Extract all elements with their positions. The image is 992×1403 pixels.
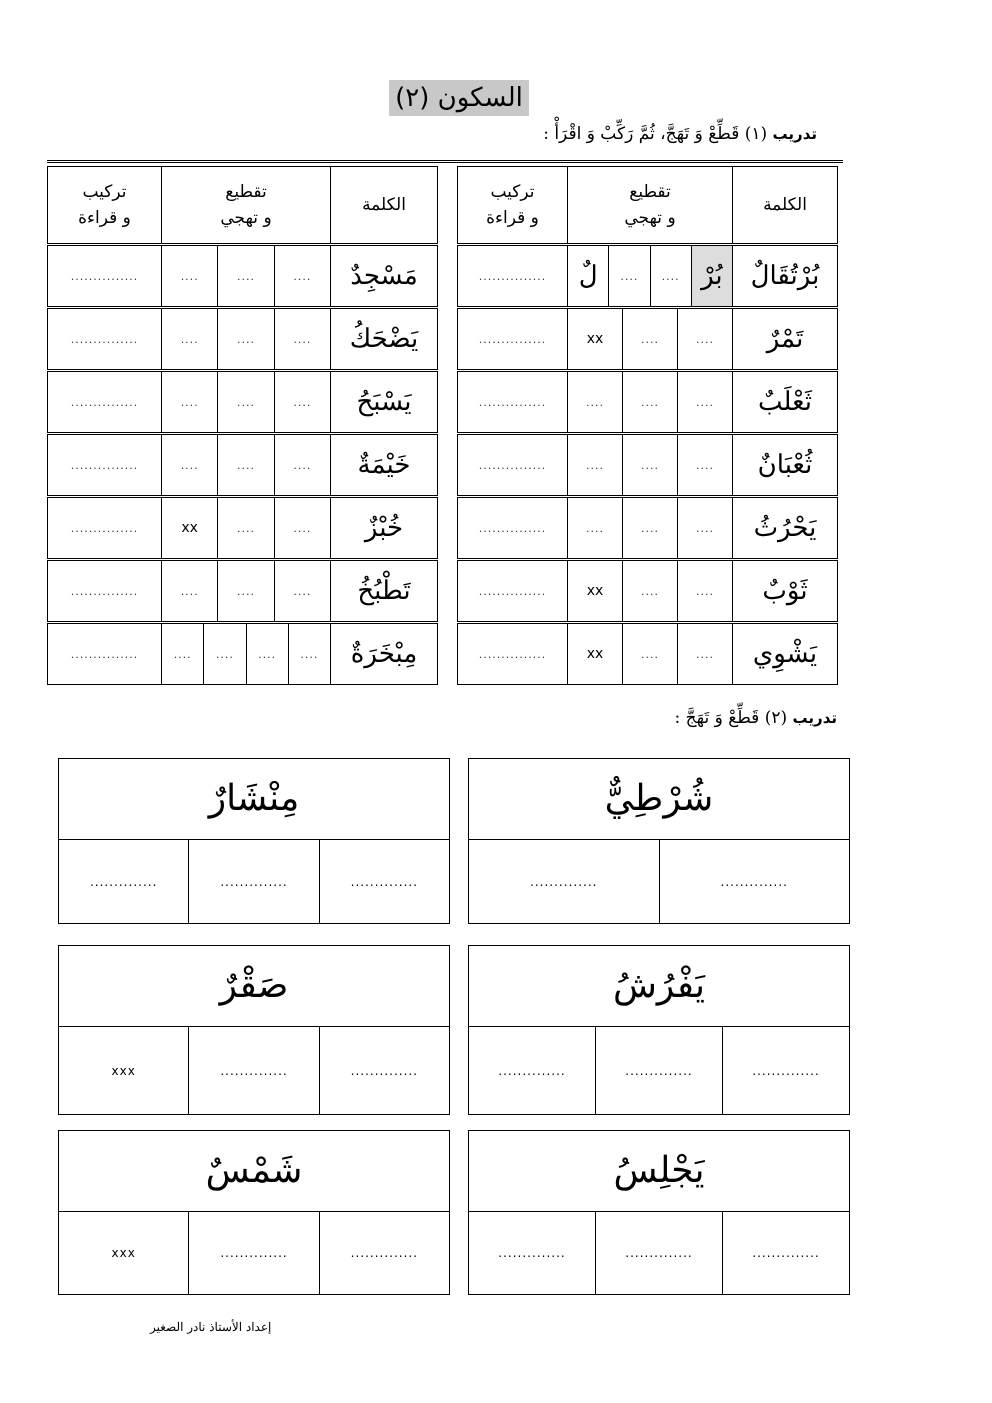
segment-cell[interactable]: .... bbox=[217, 246, 273, 306]
segment-cell[interactable]: .... bbox=[677, 372, 732, 432]
compose-cell[interactable]: ............... bbox=[48, 308, 162, 371]
compose-cell[interactable]: ............... bbox=[458, 245, 568, 308]
word-cell: تَطْبُخُ bbox=[331, 560, 438, 623]
word-box bbox=[468, 945, 850, 1115]
segment-cell[interactable]: .... bbox=[274, 498, 330, 558]
word-cell: ثُعْبَانٌ bbox=[733, 434, 838, 497]
segment-cell[interactable]: بُرْ bbox=[691, 246, 732, 306]
segment-cell[interactable]: .... bbox=[274, 435, 330, 495]
segment-cell[interactable]: .... bbox=[217, 435, 273, 495]
segment-cell[interactable]: .... bbox=[650, 246, 691, 306]
word-box bbox=[468, 1130, 850, 1295]
segment-cell[interactable]: .............. bbox=[188, 1027, 318, 1114]
word: شَمْسٌ bbox=[59, 1131, 449, 1212]
segment-cell[interactable]: xx bbox=[586, 331, 604, 347]
segment-cell[interactable]: .... bbox=[180, 332, 199, 346]
segment-cell[interactable]: .... bbox=[622, 624, 677, 684]
header-compose: تركيب و قراءة bbox=[458, 167, 568, 245]
word-cell: ثَعْلَبٌ bbox=[733, 371, 838, 434]
segment-cell[interactable]: .... bbox=[217, 498, 273, 558]
segment-cell[interactable]: .... bbox=[622, 372, 677, 432]
segment-cell[interactable]: .............. bbox=[188, 840, 318, 923]
table-row bbox=[458, 623, 838, 685]
segment-cell[interactable]: .... bbox=[586, 521, 604, 535]
segment-cell[interactable]: .............. bbox=[319, 1027, 449, 1114]
segment-cell[interactable]: .............. bbox=[319, 1212, 449, 1294]
segment-cell[interactable]: .... bbox=[217, 372, 273, 432]
word-box bbox=[468, 758, 850, 924]
table-row bbox=[48, 560, 438, 623]
compose-cell[interactable]: ............... bbox=[48, 371, 162, 434]
table-row bbox=[48, 623, 438, 685]
word-cell: يَضْحَكُ bbox=[331, 308, 438, 371]
header-word: الكلمة bbox=[733, 167, 838, 245]
segment-cell[interactable]: .............. bbox=[722, 1027, 849, 1114]
segment-cell[interactable]: xx bbox=[181, 520, 198, 536]
table-row bbox=[458, 308, 838, 371]
segment-cell[interactable]: .... bbox=[586, 395, 604, 409]
table-row bbox=[458, 245, 838, 308]
word-cell: يَسْبَحُ bbox=[331, 371, 438, 434]
word: يَفْرُشُ bbox=[469, 946, 849, 1027]
segment-cell[interactable]: xx bbox=[586, 583, 604, 599]
exercise-label: تدريب bbox=[792, 709, 837, 727]
exercise-1-instruction bbox=[543, 124, 817, 144]
word-box bbox=[58, 758, 450, 924]
segment-cell[interactable]: .............. bbox=[595, 1027, 722, 1114]
compose-cell[interactable]: ............... bbox=[458, 560, 568, 623]
segment-cell[interactable]: xxx bbox=[111, 1246, 136, 1260]
word: صَقْرٌ bbox=[59, 946, 449, 1027]
segment-cell[interactable]: .... bbox=[180, 584, 199, 598]
segment-cell[interactable]: .... bbox=[677, 498, 732, 558]
segment-cell[interactable]: .... bbox=[622, 435, 677, 495]
table-row bbox=[458, 434, 838, 497]
segment-cell[interactable]: .............. bbox=[89, 874, 158, 889]
segment-cell[interactable]: .... bbox=[622, 309, 677, 369]
page-title: السكون (٢) bbox=[389, 80, 529, 116]
word-cell: ثَوْبٌ bbox=[733, 560, 838, 623]
segment-cell[interactable]: .............. bbox=[659, 840, 850, 923]
exercise-text: (٢) قَطِّعْ وَ تَهَجَّ : bbox=[674, 708, 788, 728]
segment-cell[interactable]: .... bbox=[274, 372, 330, 432]
compose-cell[interactable]: ............... bbox=[458, 308, 568, 371]
segment-cell[interactable]: .... bbox=[173, 647, 192, 661]
word-cell: يَشْوِي bbox=[733, 623, 838, 685]
compose-cell[interactable]: ............... bbox=[48, 434, 162, 497]
header-word: الكلمة bbox=[331, 167, 438, 245]
word-box bbox=[58, 1130, 450, 1295]
segment-cell[interactable]: .... bbox=[622, 561, 677, 621]
table-row bbox=[458, 497, 838, 560]
word-cell: تَمْرٌ bbox=[733, 308, 838, 371]
segment-cell[interactable]: .............. bbox=[498, 1063, 566, 1078]
segment-cell[interactable]: .... bbox=[677, 435, 732, 495]
word-cell: مِبْخَرَةٌ bbox=[331, 623, 438, 685]
table-row bbox=[48, 371, 438, 434]
compose-cell[interactable]: ............... bbox=[458, 371, 568, 434]
segment-cell[interactable]: .... bbox=[274, 309, 330, 369]
author-credit: إعداد الأستاذ نادر الصغير bbox=[150, 1320, 272, 1334]
right-exercise-table bbox=[457, 166, 838, 685]
divider bbox=[47, 160, 843, 163]
table-row bbox=[48, 245, 438, 308]
header-segment: تقطيع و تهجي bbox=[162, 167, 331, 245]
segment-cell[interactable]: .... bbox=[677, 561, 732, 621]
table-row bbox=[458, 371, 838, 434]
segment-cell[interactable]: xx bbox=[586, 646, 604, 662]
segment-cell[interactable]: .... bbox=[677, 309, 732, 369]
segment-cell[interactable]: .............. bbox=[595, 1212, 722, 1294]
segment-cell[interactable]: .... bbox=[203, 624, 245, 684]
segment-cell[interactable]: .... bbox=[180, 458, 199, 472]
segment-cell[interactable]: .............. bbox=[530, 874, 598, 889]
segment-cell[interactable]: .... bbox=[288, 624, 330, 684]
segment-cell[interactable]: .............. bbox=[319, 840, 449, 923]
table-row bbox=[48, 497, 438, 560]
word: يَجْلِسُ bbox=[469, 1131, 849, 1212]
exercise-text: (١) قَطِّعْ وَ تَهَجَّ، ثُمَّ رَكِّبْ وَ اقْرَأْ : bbox=[543, 124, 768, 144]
segment-cell[interactable]: .... bbox=[217, 309, 273, 369]
word-cell: خَيْمَةٌ bbox=[331, 434, 438, 497]
compose-cell[interactable]: ............... bbox=[48, 245, 162, 308]
segment-cell[interactable]: .... bbox=[274, 246, 330, 306]
compose-cell[interactable]: ............... bbox=[458, 623, 568, 685]
segment-cell[interactable]: xxx bbox=[111, 1063, 136, 1078]
segment-cell[interactable]: .............. bbox=[188, 1212, 318, 1294]
exercise-2-instruction bbox=[675, 708, 838, 728]
word: شُرْطِيٌّ bbox=[469, 759, 849, 840]
segment-cell[interactable]: .... bbox=[677, 624, 732, 684]
segment-cell[interactable]: .... bbox=[586, 458, 604, 472]
table-row bbox=[458, 560, 838, 623]
compose-cell[interactable]: ............... bbox=[458, 497, 568, 560]
word-cell: مَسْجِدٌ bbox=[331, 245, 438, 308]
word-cell: خُبْزٌ bbox=[331, 497, 438, 560]
compose-cell[interactable]: ............... bbox=[48, 497, 162, 560]
compose-cell[interactable]: ............... bbox=[48, 560, 162, 623]
exercise-label: تدريب bbox=[772, 125, 817, 143]
segment-cell[interactable]: .... bbox=[217, 561, 273, 621]
segment-cell[interactable]: .... bbox=[608, 246, 649, 306]
left-exercise-table bbox=[47, 166, 438, 685]
table-row bbox=[48, 308, 438, 371]
word-box bbox=[58, 945, 450, 1115]
compose-cell[interactable]: ............... bbox=[48, 623, 162, 685]
segment-cell[interactable]: .............. bbox=[498, 1246, 566, 1260]
segment-cell[interactable]: .... bbox=[180, 395, 199, 409]
segment-cell[interactable]: لٌ bbox=[578, 261, 598, 291]
segment-cell[interactable]: .............. bbox=[722, 1212, 849, 1294]
word: مِنْشَارٌ bbox=[59, 759, 449, 840]
segment-cell[interactable]: .... bbox=[180, 269, 199, 283]
segment-cell[interactable]: .... bbox=[246, 624, 288, 684]
word-cell: بُرْتُقَالٌ bbox=[733, 245, 838, 308]
segment-cell[interactable]: .... bbox=[622, 498, 677, 558]
header-segment: تقطيع و تهجي bbox=[568, 167, 733, 245]
compose-cell[interactable]: ............... bbox=[458, 434, 568, 497]
word-cell: يَحْرُثُ bbox=[733, 497, 838, 560]
header-compose: تركيب و قراءة bbox=[48, 167, 162, 245]
table-row bbox=[48, 434, 438, 497]
segment-cell[interactable]: .... bbox=[274, 561, 330, 621]
